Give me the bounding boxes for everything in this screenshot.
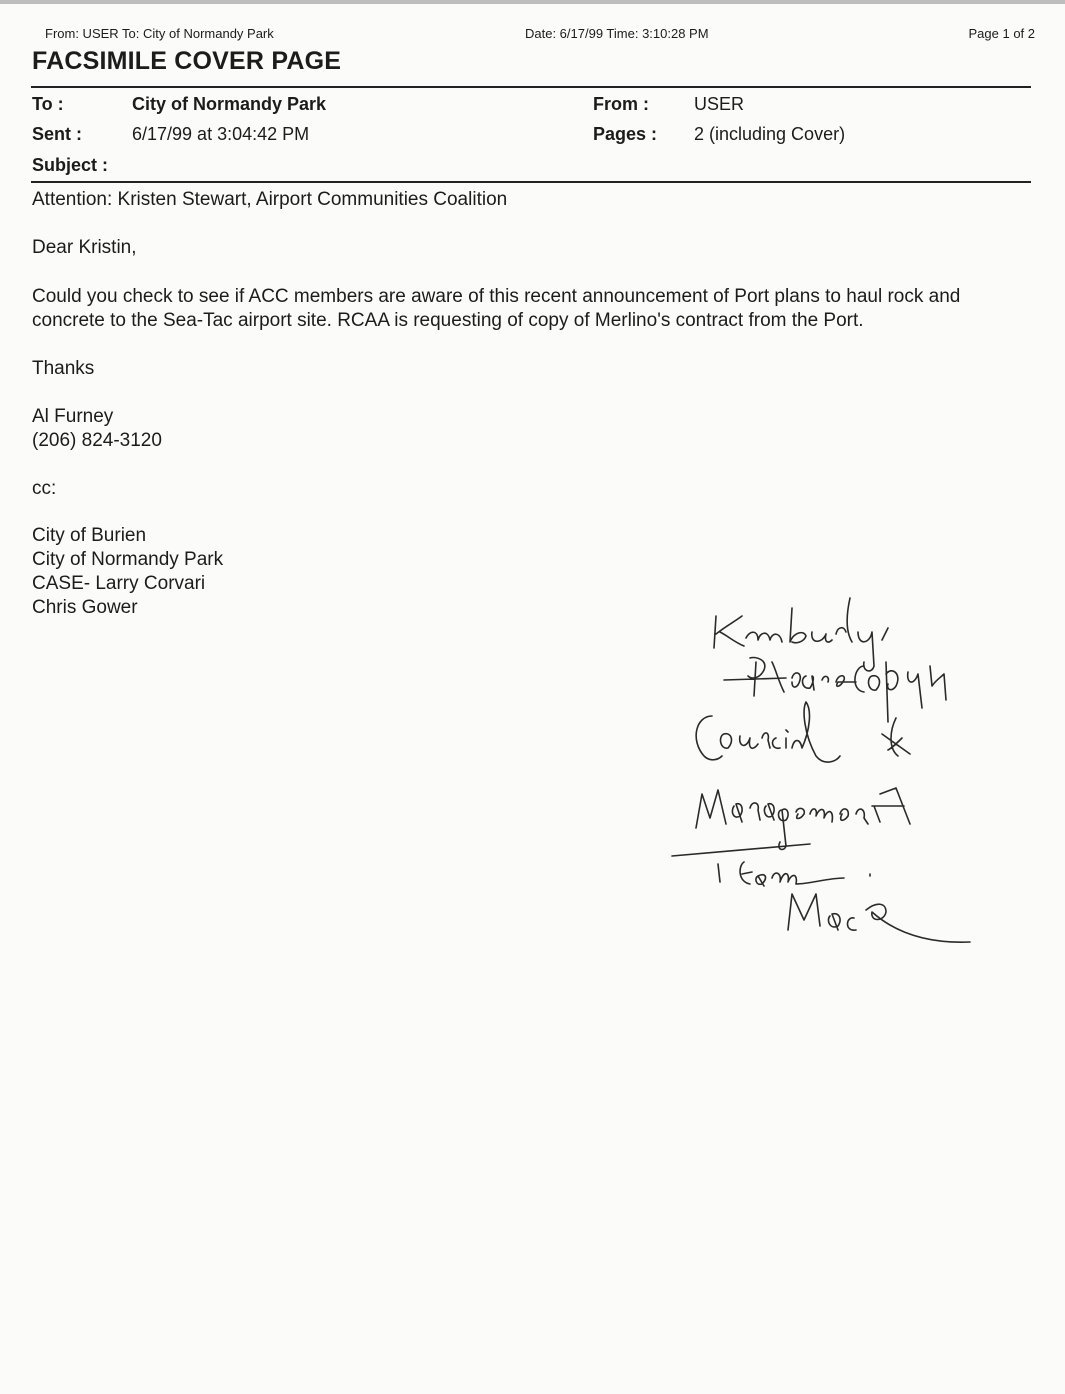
cc-item: City of Normandy Park: [32, 549, 224, 570]
signature-name: Al Furney: [32, 406, 114, 427]
signature-phone: (206) 824-3120: [32, 430, 162, 451]
from-label: From :: [593, 94, 649, 114]
paragraph-line-1: Could you check to see if ACC members are aware of this recent announcement of Port plans to haul rock and: [32, 286, 961, 307]
pages-value: 2 (including Cover): [694, 124, 846, 144]
paragraph-line-2: concrete to the Sea-Tac airport site. RCAA is requesting of copy of Merlino's contract from the Port.: [32, 310, 864, 331]
cc-item: City of Burien: [32, 525, 147, 546]
header-divider: [31, 86, 1031, 88]
fax-page-number: Page 1 of 2: [968, 26, 1035, 41]
top-border: [0, 0, 1065, 4]
closing: Thanks: [32, 358, 95, 379]
attention-line: Attention: Kristen Stewart, Airport Communities Coalition: [32, 189, 508, 210]
cc-item: Chris Gower: [32, 597, 138, 618]
fax-transmission-header: [0, 26, 1065, 44]
sent-label: Sent :: [32, 124, 83, 144]
handwritten-note: [660, 570, 1030, 960]
pages-label: Pages :: [593, 124, 658, 144]
page-title: FACSIMILE COVER PAGE: [32, 47, 342, 75]
subject-label: Subject :: [32, 155, 109, 175]
to-label: To :: [32, 94, 64, 114]
from-value: USER: [694, 94, 745, 114]
to-value: City of Normandy Park: [132, 94, 327, 114]
fields-divider: [31, 181, 1031, 183]
cc-item: CASE- Larry Corvari: [32, 573, 206, 594]
cc-label: cc:: [32, 478, 57, 499]
sent-value: 6/17/99 at 3:04:42 PM: [132, 124, 310, 144]
fax-from-to: From: USER To: City of Normandy Park: [45, 26, 274, 41]
fax-date-time: Date: 6/17/99 Time: 3:10:28 PM: [525, 26, 709, 41]
salutation: Dear Kristin,: [32, 237, 137, 258]
